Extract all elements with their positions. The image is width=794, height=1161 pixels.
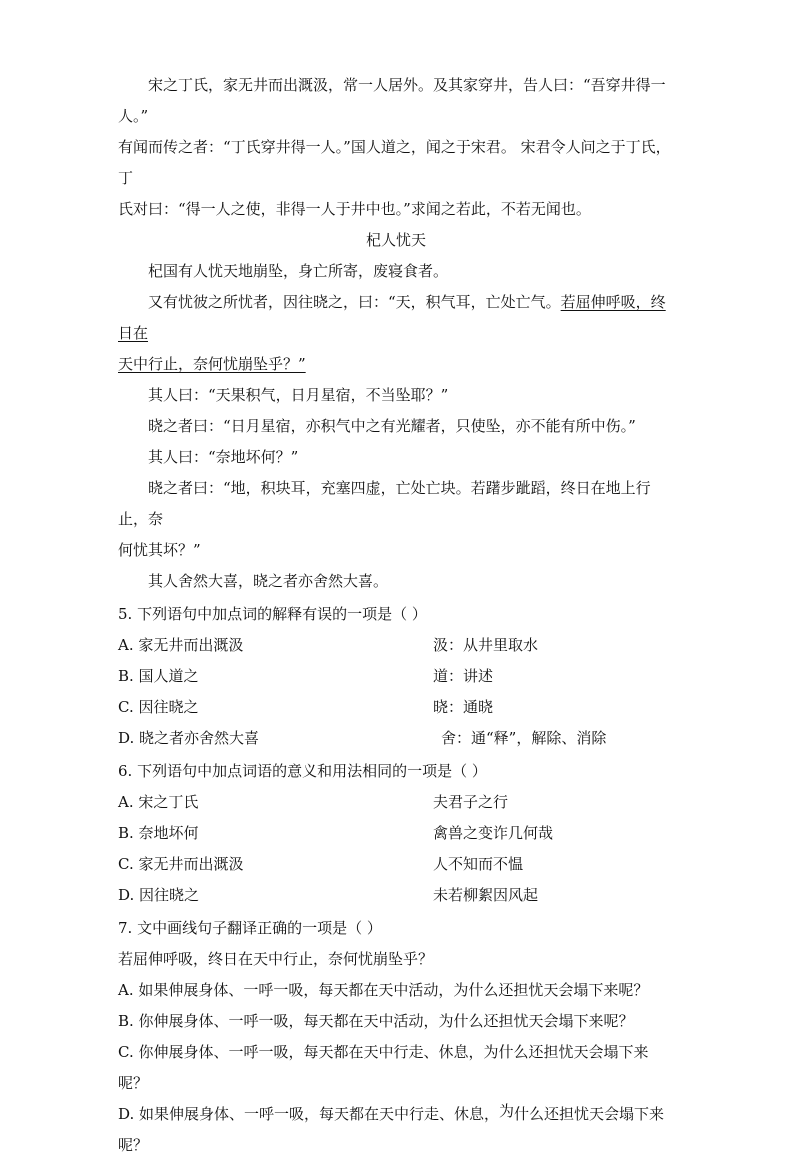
underlined-sentence-part-2: 天中行止，奈何忧崩坠乎？” (118, 355, 306, 373)
underlined-sentence-part-1: 若屈伸呼吸，终日在 (118, 293, 666, 342)
q7-option-d-text-end: 什么还担忧天会塌下来呢？ (118, 1105, 665, 1154)
q5-option-b-right: 道：讲述 (433, 667, 494, 685)
paragraph-3: 其人曰：“天果积气，日月星宿，不当坠耶？” (148, 386, 449, 404)
q5-option-c-left: C. 因往晓之 (118, 698, 199, 716)
q6-option-a-right: 夫君子之行 (433, 793, 509, 811)
q5-option-c-right: 晓：通晓 (433, 698, 494, 716)
question-5-options (118, 630, 674, 754)
q6-option-a-left: A. 宋之丁氏 (118, 793, 199, 811)
question-7-sentence: 若屈伸呼吸，终日在天中行止，奈何忧崩坠乎？ (118, 950, 434, 968)
paragraph-6-line-1: 晓之者曰：“地，积块耳，充塞四虚，亡处亡块。若躇步跐蹈，终日在地上行止，奈 (118, 479, 651, 528)
q7-option-d-text-start: D. 如果伸展身体、一呼一吸，每天都在天中行走、休息， (118, 1105, 500, 1123)
passage-ding-family (118, 70, 674, 225)
q5-option-a-right: 汲：从井里取水 (433, 636, 539, 654)
paragraph-1: 杞国有人忧天地崩坠，身亡所寄，废寝食者。 (148, 262, 449, 280)
question-5-stem: 5. 下列语句中加点词的解释有误的一项是（ ） (118, 605, 427, 623)
q5-option-a-left: A. 家无井而出溉汲 (118, 636, 244, 654)
paragraph-5: 其人曰：“奈地坏何？” (148, 448, 299, 466)
q6-option-c-left: C. 家无井而出溉汲 (118, 855, 244, 873)
passage-line: 宋之丁氏，家无井而出溉汲，常一人居外。及其家穿井，告人曰：“吾穿井得一人。” (118, 76, 666, 125)
q7-option-d (118, 1099, 674, 1161)
q6-option-d-left: D. 因往晓之 (118, 886, 200, 904)
paragraph-4: 晓之者曰：“日月星宿，亦积气中之有光耀者，只使坠，亦不能有所中伤。” (148, 417, 636, 435)
q5-option-b-left: B. 国人道之 (118, 667, 199, 685)
q7-option-b: B. 你伸展身体、一呼一吸，每天都在天中活动，为什么还担忧天会塌下来呢？ (118, 1012, 634, 1030)
question-6-stem: 6. 下列语句中加点词语的意义和用法相同的一项是（ ） (118, 762, 487, 780)
q7-option-c: C. 你伸展身体、一呼一吸，每天都在天中行走、休息，为什么还担忧天会塌下来呢？ (118, 1043, 649, 1092)
paragraph-6-line-2: 何忧其坏？” (118, 541, 201, 559)
passage-line: 氏对曰：“得一人之使，非得一人于井中也。”求闻之若此，不若无闻也。 (118, 200, 591, 218)
q5-option-d-left: D. 晓之者亦舍然大喜 (118, 729, 260, 747)
paragraph-2-text: 又有忧彼之所忧者，因往晓之，曰：“天，积气耳，亡处亡气。 (148, 293, 561, 311)
paragraph-2-line-1 (118, 287, 674, 349)
q6-option-b-right: 禽兽之变诈几何哉 (433, 824, 554, 842)
q6-option-c-right: 人不知而不愠 (433, 855, 524, 873)
q5-option-d-right: 舍：通“释”，解除、消除 (441, 729, 607, 747)
q6-option-d-right: 未若柳絮因风起 (433, 886, 539, 904)
q7-option-a: A. 如果伸展身体、一呼一吸，每天都在天中活动，为什么还担忧天会塌下来呢？ (118, 981, 649, 999)
passage-title: 杞人忧天 (365, 231, 426, 249)
question-7-stem: 7. 文中画线句子翻译正确的一项是（ ） (118, 919, 382, 937)
paragraph-7: 其人舍然大喜，晓之者亦舍然大喜。 (148, 572, 389, 590)
q6-option-b-left: B. 奈地坏何 (118, 824, 199, 842)
paragraph-2-line-2 (118, 349, 674, 380)
passage-qiren (118, 256, 674, 597)
passage-line: 有闻而传之者：“丁氏穿井得一人。”国人道之，闻之于宋君。 宋君令人问之于丁氏，丁 (118, 138, 671, 187)
question-6-options (118, 787, 674, 911)
q7-option-d-raised-character: 为 (499, 1102, 515, 1120)
